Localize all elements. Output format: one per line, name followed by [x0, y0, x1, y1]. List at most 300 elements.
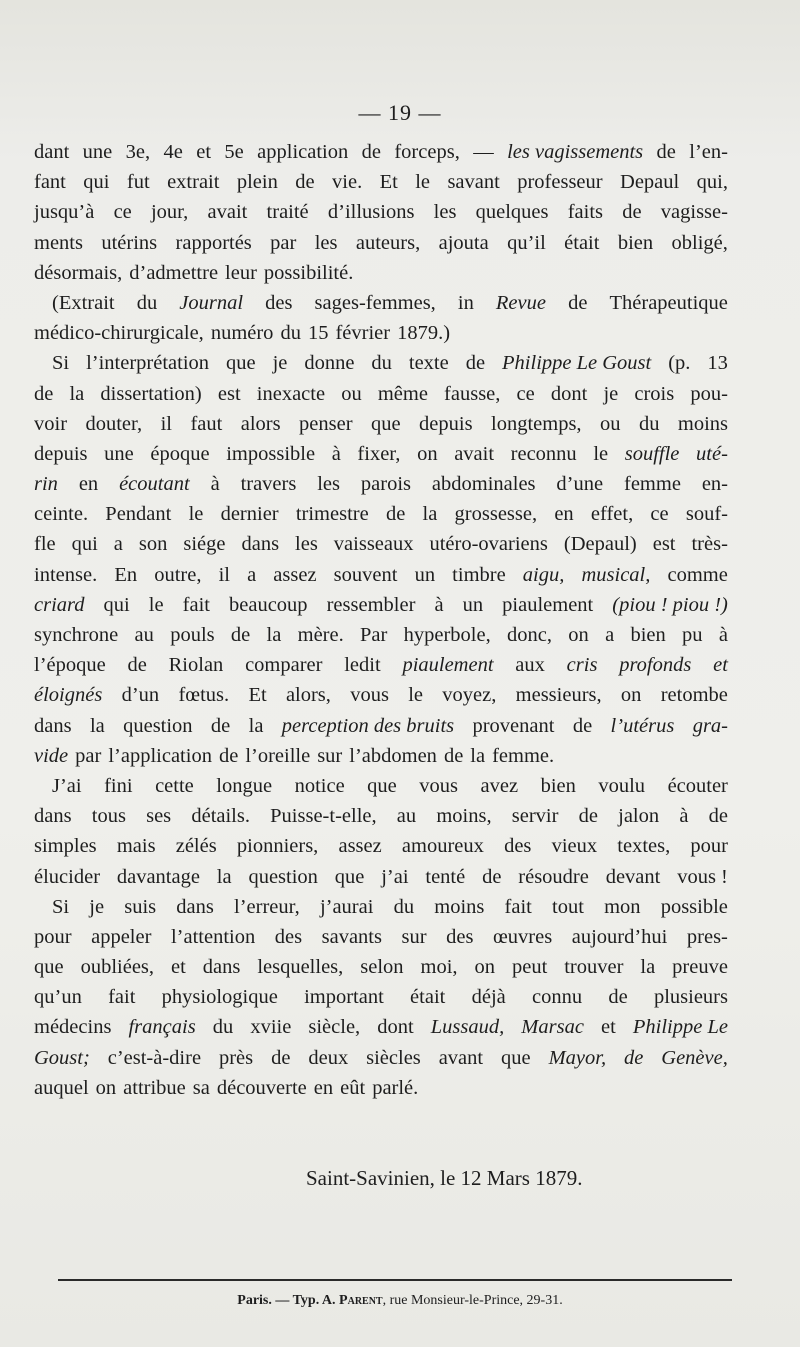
word: dans	[34, 714, 72, 737]
word: possible	[660, 895, 728, 918]
text-line	[34, 560, 728, 590]
word: de	[578, 805, 598, 828]
text-line	[34, 771, 728, 801]
word: bien	[617, 231, 654, 254]
word: 4e	[163, 141, 183, 163]
word: perception des bruits	[281, 714, 455, 737]
word: que	[367, 774, 397, 797]
word: dont	[377, 1016, 414, 1039]
word: de	[624, 1046, 644, 1069]
word: à	[210, 473, 220, 496]
word: on	[568, 624, 589, 646]
word: à	[679, 805, 689, 828]
word: la	[89, 714, 105, 737]
text-line	[34, 228, 728, 258]
word: jalon	[618, 805, 660, 828]
word: de	[230, 624, 251, 646]
word: leur	[225, 261, 257, 284]
word: qu’il	[507, 231, 546, 254]
word: messieurs,	[515, 684, 602, 707]
word: l’erreur,	[234, 895, 300, 918]
word: souffle	[624, 442, 680, 465]
word: il	[218, 563, 230, 586]
word: (Depaul)	[563, 533, 637, 556]
text-line	[34, 167, 728, 197]
imprint-city: Paris.	[237, 1293, 272, 1308]
word: ce	[113, 201, 132, 224]
word: pou-	[690, 382, 728, 405]
word: piaulement	[402, 654, 494, 677]
word: des	[274, 925, 303, 948]
word: de	[465, 352, 486, 375]
text-line	[34, 862, 728, 892]
word: siége	[183, 533, 226, 556]
imprint-printer: Parent	[339, 1293, 383, 1308]
word: un	[462, 593, 484, 616]
word: je	[603, 382, 619, 405]
word: l’application	[108, 744, 212, 767]
text-line	[34, 197, 728, 227]
word: lesquelles,	[257, 956, 344, 979]
word: d’une	[556, 473, 604, 496]
word: hyperbole,	[403, 624, 491, 646]
word: appeler	[91, 925, 152, 948]
word: eût	[340, 1076, 366, 1099]
word: ajouta	[438, 231, 489, 254]
text-line	[34, 650, 728, 680]
word: alors,	[285, 684, 331, 707]
word: tous	[91, 805, 126, 828]
word: moins	[677, 412, 728, 435]
word: utérins	[101, 231, 158, 254]
word: profonds	[619, 654, 692, 677]
word: connu	[532, 986, 583, 1009]
word: grossesse,	[454, 503, 538, 526]
word: a	[247, 563, 257, 586]
word: Et	[379, 171, 398, 194]
text-line	[34, 922, 728, 952]
word: qui,	[696, 171, 728, 194]
text-line	[34, 680, 728, 710]
text-line	[34, 620, 728, 650]
word: des	[446, 925, 474, 948]
word: oubliées,	[80, 956, 155, 979]
word: sur	[317, 744, 343, 767]
word: les	[295, 533, 318, 556]
word: dans	[241, 533, 280, 556]
word: l’attention	[170, 925, 256, 948]
word: professeur	[517, 171, 603, 194]
word: on	[417, 442, 438, 465]
word: de	[572, 714, 593, 737]
word: utéro-ovariens	[429, 533, 548, 556]
word: vous !	[677, 865, 728, 888]
word: fixer,	[357, 442, 401, 465]
word: qui	[103, 593, 130, 616]
word: Goust;	[34, 1046, 90, 1069]
word: ceinte.	[34, 503, 89, 526]
word: inexacte	[256, 382, 326, 405]
word: au	[134, 624, 154, 646]
word: peut	[511, 956, 548, 979]
word: in	[457, 291, 474, 314]
word: outre,	[154, 563, 202, 586]
word: la	[266, 624, 282, 646]
word: (Extrait	[52, 291, 115, 314]
word: ledit	[344, 654, 381, 677]
word: je	[89, 895, 105, 918]
word: voyez,	[442, 684, 497, 707]
word: du	[371, 352, 392, 375]
word: vaisseaux	[333, 533, 414, 556]
word: avant	[438, 1046, 484, 1069]
word: dant	[34, 141, 70, 163]
word: Lussaud,	[430, 1016, 505, 1039]
word: avait	[454, 442, 495, 465]
word: plein	[236, 171, 278, 194]
word: des	[504, 835, 532, 858]
word: application	[257, 141, 349, 163]
page-number: — 19 —	[358, 100, 442, 125]
word: fait	[504, 895, 532, 918]
word: auteurs,	[355, 231, 421, 254]
word: à	[718, 624, 728, 646]
word: fausse,	[444, 382, 501, 405]
word: la	[640, 956, 656, 979]
word: qui	[71, 533, 98, 556]
text-line	[34, 529, 728, 559]
word: fle	[34, 533, 56, 556]
word: du	[393, 895, 415, 918]
word: de	[218, 744, 239, 767]
text-line	[34, 711, 728, 741]
word: Depaul	[620, 171, 680, 194]
word: en	[78, 473, 99, 496]
word: (p.	[668, 352, 691, 375]
word: Philippe Le Goust	[502, 352, 652, 375]
word: depuis	[419, 412, 473, 435]
word: rin	[34, 473, 58, 496]
word: aigu,	[522, 563, 565, 586]
word: J’ai	[52, 774, 82, 797]
word: 15	[307, 322, 329, 345]
word: bien	[540, 774, 576, 797]
word: criard	[34, 593, 85, 616]
text-line	[34, 801, 728, 831]
word: pres-	[686, 925, 728, 948]
word: dernier	[220, 503, 279, 526]
word: désormais,	[34, 261, 123, 284]
word: vieux	[551, 835, 598, 858]
word: tenté	[425, 865, 466, 888]
word: femme	[624, 473, 681, 496]
word: les	[314, 231, 338, 254]
word: l’abdomen	[349, 744, 437, 767]
word: depuis	[34, 442, 88, 465]
word: jusqu’à	[34, 201, 95, 224]
text-line	[34, 741, 728, 771]
word: moins	[434, 895, 485, 918]
word: 1879.)	[397, 322, 451, 345]
word: une	[82, 141, 113, 163]
word: ments	[34, 231, 83, 254]
word: quelques	[475, 201, 549, 224]
word: dont	[550, 382, 588, 405]
word: faits	[567, 201, 604, 224]
word: 13	[707, 352, 728, 375]
word: suis	[124, 895, 157, 918]
word: Si	[52, 895, 70, 918]
word: dissertation)	[100, 382, 202, 405]
word: avez	[480, 774, 519, 797]
word: siècles	[366, 1046, 421, 1069]
word: la	[470, 744, 486, 767]
word: près	[218, 1046, 254, 1069]
word: davantage	[116, 865, 200, 888]
word: douter,	[85, 412, 143, 435]
word: pu	[682, 624, 703, 646]
printer-imprint	[0, 1293, 800, 1309]
word: les vagissements	[507, 141, 644, 163]
word: question	[123, 714, 193, 737]
word: Riolan	[168, 654, 224, 677]
text-line	[34, 1012, 728, 1042]
word: que	[371, 412, 401, 435]
word: de	[34, 382, 54, 405]
word: Puisse-t-elle,	[270, 805, 377, 828]
word: moins,	[436, 805, 492, 828]
word: Philippe Le	[632, 1016, 728, 1039]
word: timbre	[452, 563, 506, 586]
word: penser	[299, 412, 353, 435]
word: mon	[604, 895, 641, 918]
word: amoureux	[401, 835, 484, 858]
word: Journal	[179, 291, 244, 314]
word: jour,	[150, 201, 189, 224]
word: que	[226, 352, 256, 375]
word: son	[138, 533, 168, 556]
word: fœtus.	[178, 684, 230, 707]
word: ressembler	[326, 593, 416, 616]
word: détails.	[191, 805, 250, 828]
word: comme	[667, 563, 728, 586]
word: effet,	[590, 503, 634, 526]
word: d’admettre	[129, 261, 219, 284]
word: savant	[447, 171, 500, 194]
word: est	[652, 533, 676, 556]
word: donc,	[507, 624, 552, 646]
word: numéro	[210, 322, 274, 345]
word: alors	[240, 412, 281, 435]
word: texte	[408, 352, 449, 375]
word: musical,	[581, 563, 651, 586]
word: question	[248, 865, 318, 888]
word: de	[656, 141, 676, 163]
word: on	[620, 684, 642, 707]
word: zélés	[175, 835, 217, 858]
word: auquel	[34, 1076, 89, 1099]
word: simples	[34, 835, 97, 858]
word: de	[210, 714, 231, 737]
footer-rule	[58, 1279, 732, 1281]
word: Thérapeutique	[609, 291, 728, 314]
word: de	[385, 503, 406, 526]
word: parlé.	[372, 1076, 419, 1099]
word: fini	[104, 774, 133, 797]
word: j’ai	[381, 865, 409, 888]
word: l’en-	[689, 141, 728, 163]
word: ou	[341, 382, 362, 405]
word: de	[622, 201, 642, 224]
text-line	[34, 439, 728, 469]
word: de	[271, 1046, 291, 1069]
word: fut	[126, 171, 150, 194]
word: en	[313, 1076, 334, 1099]
word: vagisse-	[660, 201, 728, 224]
word: deux	[308, 1046, 349, 1069]
word: écoutant	[119, 473, 190, 496]
word: dans	[176, 895, 214, 918]
word: ou	[600, 412, 621, 435]
imprint-typ: — Typ. A.	[271, 1293, 340, 1308]
word: qu’un	[34, 986, 82, 1009]
word: Marsac	[521, 1016, 584, 1039]
word: 3e,	[125, 141, 151, 163]
text-line	[34, 258, 728, 288]
word: vous	[350, 684, 389, 707]
word: sages-femmes,	[314, 291, 436, 314]
word: abdominales	[431, 473, 536, 496]
word: provenant	[472, 714, 555, 737]
word: savants	[321, 925, 382, 948]
word: servir	[511, 805, 559, 828]
word: devant	[605, 865, 661, 888]
word: de	[127, 654, 147, 677]
word: qui	[83, 171, 110, 194]
word: de	[608, 986, 628, 1009]
word: la	[422, 503, 438, 526]
signature-line: Saint-Savinien, le 12 Mars 1879.	[306, 1166, 583, 1190]
word: la	[248, 714, 264, 737]
word: c’est-à-dire	[107, 1046, 202, 1069]
word: voulu	[598, 774, 646, 797]
word: intense.	[34, 563, 98, 586]
word: pour	[34, 925, 72, 948]
word: par	[75, 744, 102, 767]
word: gra-	[692, 714, 728, 737]
text-line	[34, 952, 728, 982]
word: que	[501, 1046, 531, 1069]
word: l’utérus	[610, 714, 675, 737]
word: l’interprétation	[86, 352, 210, 375]
word: un	[414, 563, 436, 586]
word: mais	[116, 835, 156, 858]
text-line	[34, 409, 728, 439]
word: femme.	[492, 744, 555, 767]
word: faut	[190, 412, 223, 435]
word: possibilité.	[263, 261, 354, 284]
text-line	[34, 379, 728, 409]
word: de	[443, 744, 464, 767]
word: on	[474, 956, 495, 979]
word: et	[601, 1016, 616, 1039]
word: œuvres	[492, 925, 553, 948]
word: le	[188, 503, 204, 526]
text-line	[34, 469, 728, 499]
word: d’un	[121, 684, 160, 707]
word: Si	[52, 352, 70, 375]
word: aujourd’hui	[571, 925, 668, 948]
word: même	[377, 382, 428, 405]
text-line	[34, 590, 728, 620]
word: selon	[360, 956, 404, 979]
word: de	[482, 865, 502, 888]
word: le	[148, 593, 164, 616]
text-line	[34, 892, 728, 922]
word: du	[136, 291, 158, 314]
word: tout	[552, 895, 584, 918]
word: mère.	[297, 624, 344, 646]
word: a	[605, 624, 615, 646]
word: médico-chirurgicale,	[34, 322, 204, 345]
text-line	[34, 1043, 728, 1073]
word: au	[396, 805, 417, 828]
word: résoudre	[518, 865, 589, 888]
word: assez	[273, 563, 317, 586]
word: les	[317, 473, 341, 496]
word: a	[113, 533, 123, 556]
word: textes,	[617, 835, 671, 858]
word: uté-	[696, 442, 728, 465]
word: que	[34, 956, 64, 979]
word: moi,	[420, 956, 458, 979]
word: (piou ! piou !)	[612, 593, 728, 616]
text-line	[34, 831, 728, 861]
word: était	[410, 986, 446, 1009]
word: de	[568, 291, 588, 314]
word: de	[361, 141, 381, 163]
word: vide	[34, 744, 69, 767]
text-line	[34, 137, 728, 167]
word: du	[280, 322, 301, 345]
word: à	[331, 442, 341, 465]
word: ses	[146, 805, 172, 828]
word: et	[713, 654, 728, 677]
word: du	[638, 412, 660, 435]
word: d’illusions	[327, 201, 415, 224]
word: fait	[108, 986, 136, 1009]
word: février	[335, 322, 391, 345]
word: Mayor,	[548, 1046, 607, 1069]
word: avait	[207, 201, 248, 224]
word: est	[217, 382, 241, 405]
word: vous	[419, 774, 459, 797]
word: éloignés	[34, 684, 103, 707]
word: piaulement	[502, 593, 594, 616]
word: j’aurai	[319, 895, 374, 918]
word: par	[270, 231, 297, 254]
word: découverte	[216, 1076, 307, 1099]
word: à	[434, 593, 444, 616]
word: de	[708, 805, 728, 828]
word: déjà	[471, 986, 506, 1009]
word: impossible	[226, 442, 316, 465]
word: beaucoup	[229, 593, 308, 616]
word: je	[272, 352, 288, 375]
word: dans	[202, 956, 241, 979]
word: notice	[294, 774, 345, 797]
word: trouver	[564, 956, 624, 979]
